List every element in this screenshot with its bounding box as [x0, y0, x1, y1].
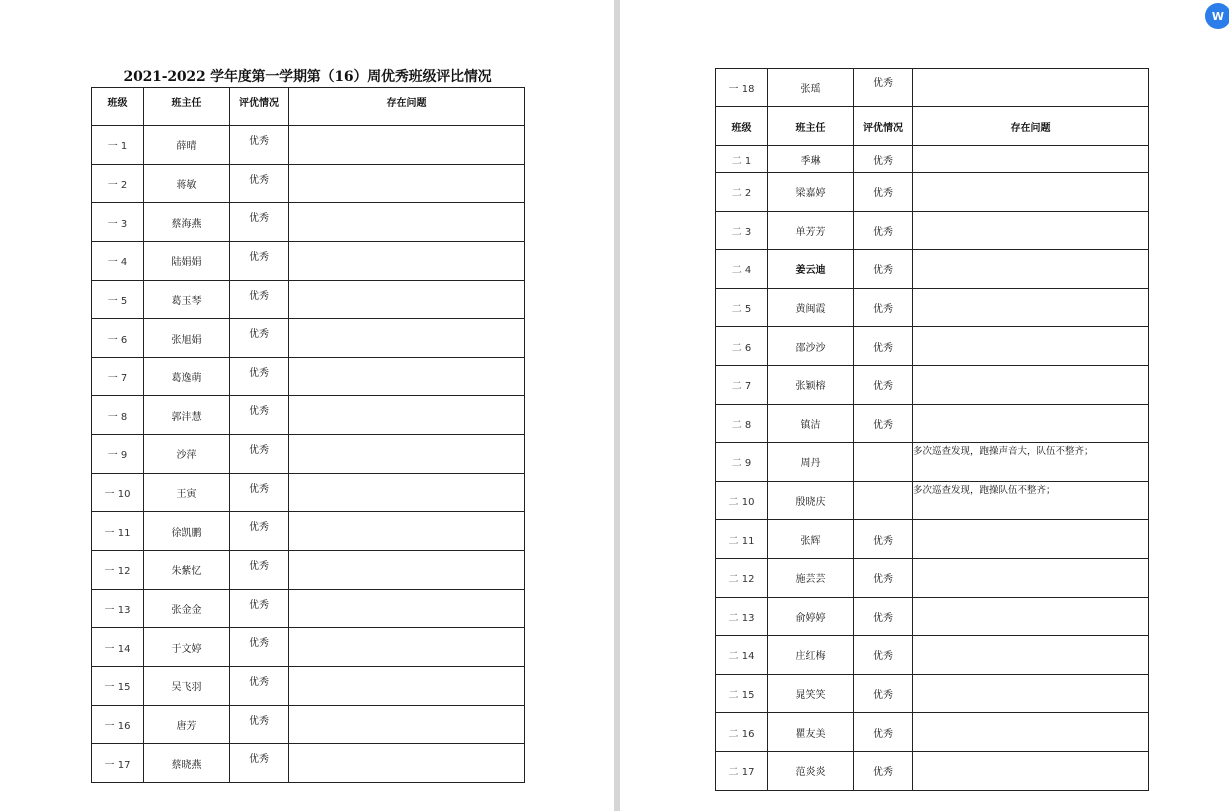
teacher-cell: 季琳 — [768, 146, 854, 173]
table-row — [716, 173, 1149, 212]
issue-cell — [289, 435, 525, 474]
class-cell: 二 3 — [716, 211, 768, 250]
table-row — [92, 744, 525, 783]
table-row — [92, 551, 525, 590]
evaluation-cell: 优秀 — [854, 365, 913, 404]
teacher-cell: 张辉 — [768, 520, 854, 559]
class-cell: 二 11 — [716, 520, 768, 559]
issue-cell — [913, 69, 1149, 107]
evaluation-cell: 优秀 — [230, 744, 289, 783]
table-header-row — [92, 88, 525, 126]
teacher-cell: 姜云迪 — [768, 250, 854, 289]
table-row — [716, 69, 1149, 107]
teacher-cell: 范炎炎 — [768, 751, 854, 790]
class-cell: 一 13 — [92, 589, 144, 628]
issue-cell — [289, 473, 525, 512]
evaluation-cell: 优秀 — [230, 666, 289, 705]
teacher-cell: 徐凯鹏 — [144, 512, 230, 551]
table-row — [716, 558, 1149, 597]
teacher-cell: 镇洁 — [768, 404, 854, 443]
evaluation-cell — [854, 481, 913, 520]
class-cell: 二 1 — [716, 146, 768, 173]
evaluation-cell: 优秀 — [230, 203, 289, 242]
teacher-cell: 葛逸萌 — [144, 357, 230, 396]
teacher-cell: 瞿友美 — [768, 713, 854, 752]
issue-cell: 多次巡查发现，跑操队伍不整齐； — [913, 481, 1149, 520]
teacher-cell: 陆娟娟 — [144, 241, 230, 280]
evaluation-table-right — [715, 68, 1149, 791]
evaluation-cell: 优秀 — [854, 211, 913, 250]
header-issues: 存在问题 — [913, 107, 1149, 146]
table-row — [92, 126, 525, 165]
class-cell: 二 5 — [716, 288, 768, 327]
header-class: 班级 — [92, 88, 144, 126]
issue-cell — [913, 146, 1149, 173]
teacher-cell: 黄闽霞 — [768, 288, 854, 327]
class-cell: 二 8 — [716, 404, 768, 443]
evaluation-cell: 优秀 — [854, 146, 913, 173]
teacher-cell: 蔡晓燕 — [144, 744, 230, 783]
issue-cell — [913, 288, 1149, 327]
issue-cell — [289, 319, 525, 358]
header-teacher: 班主任 — [144, 88, 230, 126]
issue-cell — [913, 636, 1149, 675]
issue-cell — [913, 713, 1149, 752]
class-cell: 二 14 — [716, 636, 768, 675]
teacher-cell: 于文婷 — [144, 628, 230, 667]
table-row — [92, 319, 525, 358]
issue-cell — [289, 126, 525, 165]
table-row — [92, 396, 525, 435]
teacher-cell: 张金金 — [144, 589, 230, 628]
class-cell: 二 12 — [716, 558, 768, 597]
evaluation-cell: 优秀 — [230, 357, 289, 396]
issue-cell — [913, 597, 1149, 636]
table-row — [716, 365, 1149, 404]
issue-cell — [289, 666, 525, 705]
evaluation-cell: 优秀 — [854, 597, 913, 636]
teacher-cell: 周丹 — [768, 443, 854, 482]
class-cell: 一 2 — [92, 164, 144, 203]
table-row — [92, 357, 525, 396]
class-cell: 一 14 — [92, 628, 144, 667]
issue-cell — [289, 551, 525, 590]
evaluation-cell: 优秀 — [230, 396, 289, 435]
table-row — [716, 443, 1149, 482]
teacher-cell: 张旭娟 — [144, 319, 230, 358]
issue-cell — [289, 203, 525, 242]
teacher-cell: 单芳芳 — [768, 211, 854, 250]
evaluation-table-left — [91, 87, 525, 783]
table-header-row — [716, 107, 1149, 146]
class-cell: 一 18 — [716, 69, 768, 107]
table-row — [92, 435, 525, 474]
header-teacher: 班主任 — [768, 107, 854, 146]
page-divider — [614, 0, 620, 811]
teacher-cell: 王寅 — [144, 473, 230, 512]
class-cell: 一 1 — [92, 126, 144, 165]
evaluation-cell: 优秀 — [230, 319, 289, 358]
evaluation-cell: 优秀 — [854, 250, 913, 289]
table-row — [716, 250, 1149, 289]
evaluation-cell: 优秀 — [854, 327, 913, 366]
table-row — [92, 241, 525, 280]
table-row — [716, 146, 1149, 173]
teacher-cell: 吴飞羽 — [144, 666, 230, 705]
evaluation-cell: 优秀 — [854, 713, 913, 752]
evaluation-cell: 优秀 — [230, 705, 289, 744]
evaluation-cell: 优秀 — [230, 126, 289, 165]
teacher-cell: 郭沣慧 — [144, 396, 230, 435]
class-cell: 一 4 — [92, 241, 144, 280]
teacher-cell: 蒋敏 — [144, 164, 230, 203]
issue-cell: 多次巡查发现，跑操声音大，队伍不整齐； — [913, 443, 1149, 482]
teacher-cell: 沙萍 — [144, 435, 230, 474]
issue-cell — [913, 173, 1149, 212]
table-row — [716, 288, 1149, 327]
table-row — [716, 636, 1149, 675]
evaluation-cell: 优秀 — [854, 674, 913, 713]
class-cell: 二 2 — [716, 173, 768, 212]
issue-cell — [289, 280, 525, 319]
evaluation-cell: 优秀 — [230, 473, 289, 512]
teacher-cell: 俞婷婷 — [768, 597, 854, 636]
evaluation-cell: 优秀 — [854, 520, 913, 559]
evaluation-cell: 优秀 — [854, 751, 913, 790]
teacher-cell: 朱紫忆 — [144, 551, 230, 590]
teacher-cell: 庄红梅 — [768, 636, 854, 675]
issue-cell — [913, 365, 1149, 404]
evaluation-cell: 优秀 — [230, 435, 289, 474]
class-cell: 一 8 — [92, 396, 144, 435]
class-cell: 二 4 — [716, 250, 768, 289]
table-row — [92, 280, 525, 319]
evaluation-cell: 优秀 — [230, 241, 289, 280]
teacher-cell: 梁嘉婷 — [768, 173, 854, 212]
translate-icon[interactable] — [1205, 3, 1229, 29]
teacher-cell: 邵沙沙 — [768, 327, 854, 366]
issue-cell — [289, 589, 525, 628]
issue-cell — [913, 250, 1149, 289]
table-row — [716, 597, 1149, 636]
evaluation-cell: 优秀 — [230, 589, 289, 628]
class-cell: 二 10 — [716, 481, 768, 520]
issue-cell — [913, 751, 1149, 790]
header-evaluation: 评优情况 — [230, 88, 289, 126]
table-row — [716, 404, 1149, 443]
table-row — [716, 211, 1149, 250]
evaluation-cell: 优秀 — [854, 288, 913, 327]
table-row — [716, 713, 1149, 752]
teacher-cell: 张瑶 — [768, 69, 854, 107]
class-cell: 一 9 — [92, 435, 144, 474]
table-row — [716, 751, 1149, 790]
class-cell: 一 6 — [92, 319, 144, 358]
issue-cell — [913, 211, 1149, 250]
class-cell: 二 7 — [716, 365, 768, 404]
evaluation-cell: 优秀 — [854, 558, 913, 597]
teacher-cell: 蔡海燕 — [144, 203, 230, 242]
issue-cell — [913, 674, 1149, 713]
class-cell: 二 13 — [716, 597, 768, 636]
class-cell: 一 7 — [92, 357, 144, 396]
class-cell: 一 11 — [92, 512, 144, 551]
class-cell: 一 16 — [92, 705, 144, 744]
class-cell: 二 15 — [716, 674, 768, 713]
evaluation-cell: 优秀 — [230, 628, 289, 667]
translate-icon-label: W — [1211, 9, 1225, 23]
issue-cell — [289, 705, 525, 744]
teacher-cell: 殷晓庆 — [768, 481, 854, 520]
header-evaluation: 评优情况 — [854, 107, 913, 146]
issue-cell — [913, 327, 1149, 366]
table-row — [716, 520, 1149, 559]
table-row — [92, 164, 525, 203]
teacher-cell: 唐芳 — [144, 705, 230, 744]
class-cell: 一 15 — [92, 666, 144, 705]
table-row — [716, 481, 1149, 520]
table-row — [92, 473, 525, 512]
table-row — [92, 512, 525, 551]
evaluation-cell: 优秀 — [854, 636, 913, 675]
table-row — [92, 666, 525, 705]
teacher-cell: 晁笑笑 — [768, 674, 854, 713]
teacher-cell: 薛晴 — [144, 126, 230, 165]
issue-cell — [289, 241, 525, 280]
evaluation-cell: 优秀 — [230, 280, 289, 319]
table-row — [92, 628, 525, 667]
issue-cell — [913, 404, 1149, 443]
class-cell: 一 10 — [92, 473, 144, 512]
teacher-cell: 张颖榕 — [768, 365, 854, 404]
issue-cell — [289, 396, 525, 435]
evaluation-cell — [854, 443, 913, 482]
class-cell: 二 6 — [716, 327, 768, 366]
evaluation-cell: 优秀 — [854, 69, 913, 107]
class-cell: 一 12 — [92, 551, 144, 590]
evaluation-cell: 优秀 — [230, 164, 289, 203]
class-cell: 一 17 — [92, 744, 144, 783]
class-cell: 一 5 — [92, 280, 144, 319]
issue-cell — [289, 512, 525, 551]
table-row — [92, 589, 525, 628]
teacher-cell: 施芸芸 — [768, 558, 854, 597]
document-title: 2021-2022 学年度第一学期第（16）周优秀班级评比情况 — [123, 69, 492, 85]
class-cell: 二 9 — [716, 443, 768, 482]
class-cell: 二 16 — [716, 713, 768, 752]
issue-cell — [289, 744, 525, 783]
evaluation-cell: 优秀 — [854, 173, 913, 212]
class-cell: 二 17 — [716, 751, 768, 790]
table-row — [716, 327, 1149, 366]
issue-cell — [289, 164, 525, 203]
issue-cell — [289, 628, 525, 667]
issue-cell — [913, 520, 1149, 559]
issue-cell — [913, 558, 1149, 597]
header-issues: 存在问题 — [289, 88, 525, 126]
table-row — [92, 203, 525, 242]
table-row — [92, 705, 525, 744]
issue-cell — [289, 357, 525, 396]
teacher-cell: 葛玉琴 — [144, 280, 230, 319]
class-cell: 一 3 — [92, 203, 144, 242]
evaluation-cell: 优秀 — [230, 512, 289, 551]
evaluation-cell: 优秀 — [230, 551, 289, 590]
evaluation-cell: 优秀 — [854, 404, 913, 443]
header-class: 班级 — [716, 107, 768, 146]
table-row — [716, 674, 1149, 713]
